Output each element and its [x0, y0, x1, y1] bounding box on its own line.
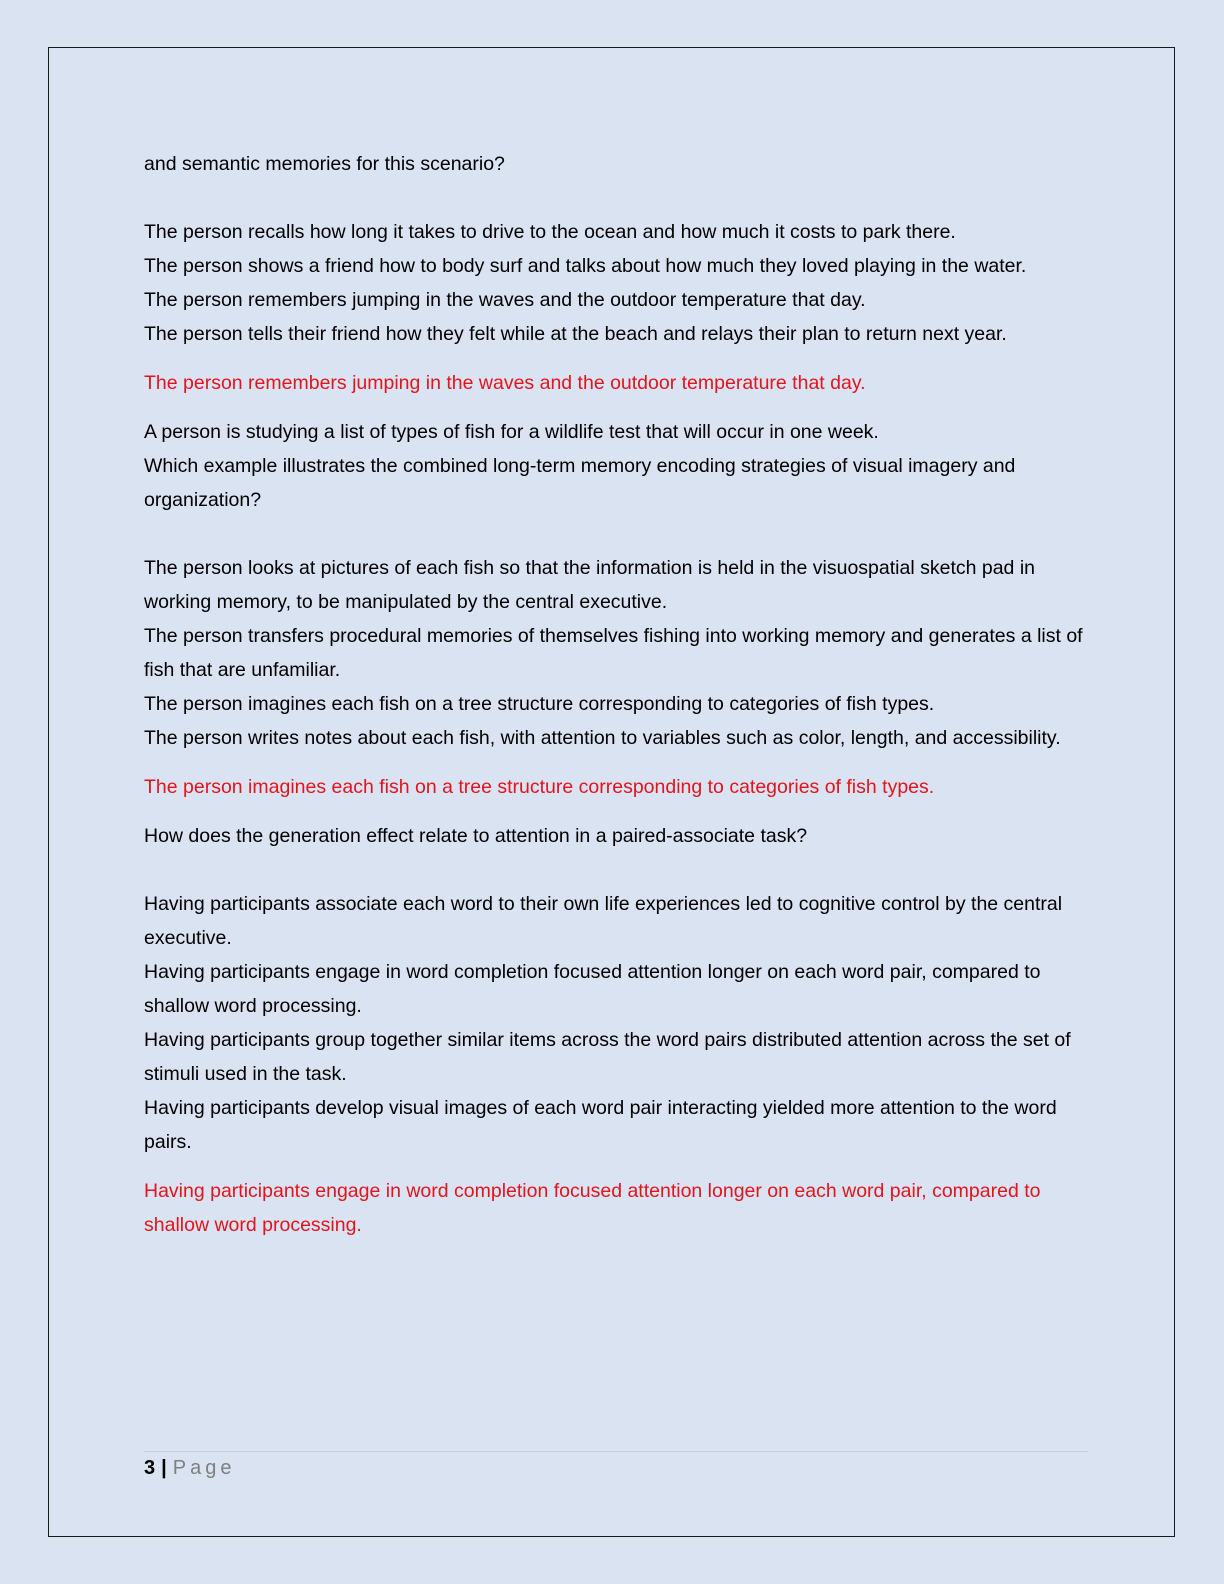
footer-separator: | — [161, 1457, 167, 1479]
question-text: A person is studying a list of types of fish for a wildlife test that will occur in one week. — [144, 421, 879, 443]
document-page — [48, 47, 1175, 1537]
body-text: The person transfers procedural memories of themselves fishing into working memory and generates a list of fish that are unfamiliar. — [144, 625, 1083, 681]
body-text: The person recalls how long it takes to drive to the ocean and how much it costs to park there. — [144, 221, 956, 243]
answer-text: The person imagines each fish on a tree structure corresponding to categories of fish types. — [144, 776, 935, 798]
blank-line — [144, 853, 1084, 887]
answer-text: The person remembers jumping in the waves and the outdoor temperature that day. — [144, 372, 866, 394]
body-text: The person remembers jumping in the waves and the outdoor temperature that day. — [144, 289, 866, 311]
body-text: The person imagines each fish on a tree structure corresponding to categories of fish types. — [144, 693, 935, 715]
body-text: Having participants associate each word to their own life experiences led to cognitive control by the central executive. — [144, 893, 1063, 949]
footer-divider — [144, 1451, 1088, 1452]
blank-line — [144, 517, 1084, 551]
answer-text: Having participants engage in word completion focused attention longer on each word pair, compared to shallow word processing. — [144, 1180, 1041, 1236]
body-text: The person writes notes about each fish, with attention to variables such as color, length, and accessibility. — [144, 727, 1061, 749]
body-text: Which example illustrates the combined long-term memory encoding strategies of visual imagery and organization? — [144, 455, 1016, 511]
page-label: Page — [172, 1457, 236, 1479]
page-content — [144, 147, 1084, 1242]
body-text: The person tells their friend how they felt while at the beach and relays their plan to return next year. — [144, 323, 1007, 345]
question-text: How does the generation effect relate to attention in a paired-associate task? — [144, 825, 808, 847]
blank-line — [144, 181, 1084, 215]
body-text: Having participants group together similar items across the word pairs distributed attention across the set of stimuli used in the task. — [144, 1029, 1071, 1085]
body-text: Having participants develop visual images of each word pair interacting yielded more attention to the word pairs. — [144, 1097, 1057, 1153]
page-footer — [144, 1453, 235, 1483]
body-text: Having participants engage in word completion focused attention longer on each word pair, compared to shallow word processing. — [144, 961, 1041, 1017]
body-text: The person looks at pictures of each fish so that the information is held in the visuospatial sketch pad in working memory, to be manipulated by the central executive. — [144, 557, 1036, 613]
question-continuation: and semantic memories for this scenario? — [144, 153, 505, 175]
body-text: The person shows a friend how to body surf and talks about how much they loved playing in the water. — [144, 255, 1027, 277]
page-number: 3 — [144, 1457, 156, 1479]
